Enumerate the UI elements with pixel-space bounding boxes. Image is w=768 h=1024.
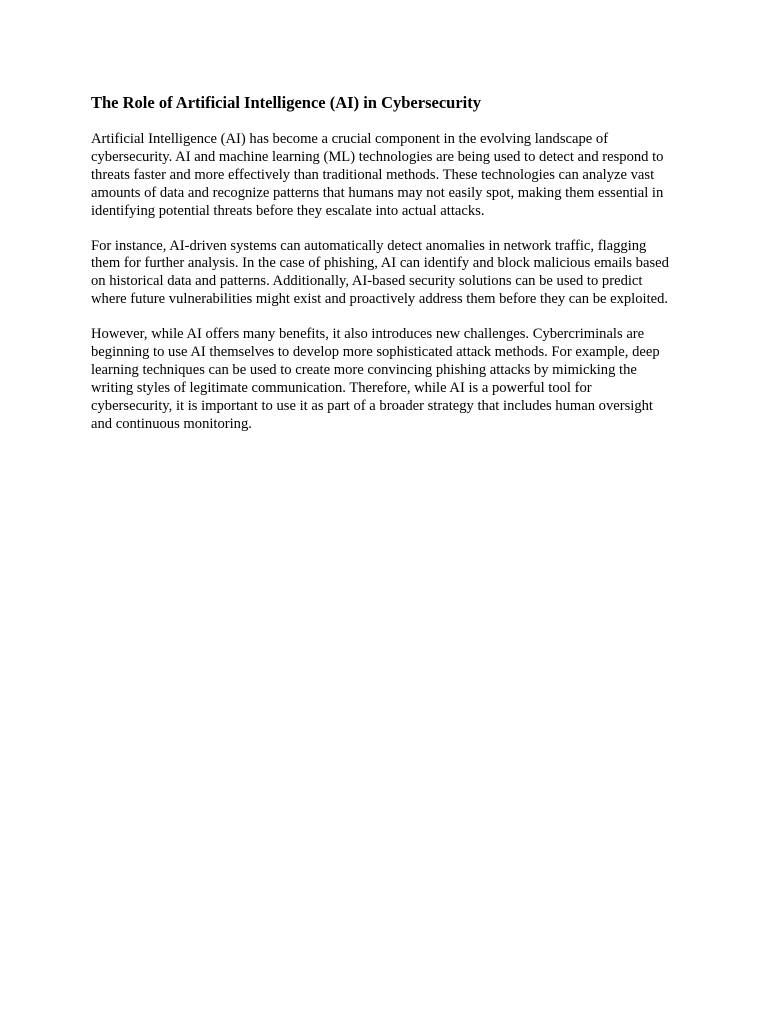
document-content [91,93,675,451]
paragraph-challenges: However, while AI offers many benefits, it also introduces new challenges. Cybercriminals are beginning to use AI themselves to develop more sophisticated attack methods. For example, deep learning techniques can be used to create more convincing phishing attacks by mimicking the writing styles of legitimate communication. Therefore, while AI is a powerful tool for cybersecurity, it is important to use it as part of a broader strategy that includes human oversight and continuous monitoring. [91,326,660,432]
paragraph-intro: Artificial Intelligence (AI) has become a crucial component in the evolving landscape of cybersecurity. AI and machine learning (ML) technologies are being used to detect and respond to threats faster and more effectively than traditional methods. These technologies can analyze vast amounts of data and recognize patterns that humans may not easily spot, making them essential in identifying potential threats before they escalate into actual attacks. [91,131,664,219]
document-title: The Role of Artificial Intelligence (AI) in Cybersecurity [91,93,481,112]
paragraph-examples: For instance, AI-driven systems can automatically detect anomalies in network traffic, flagging them for further analysis. In the case of phishing, AI can identify and block malicious emails based on historical data and patterns. Additionally, AI-based security solutions can be used to predict where future vulnerabilities might exist and proactively address them before they can be exploited. [91,237,669,308]
